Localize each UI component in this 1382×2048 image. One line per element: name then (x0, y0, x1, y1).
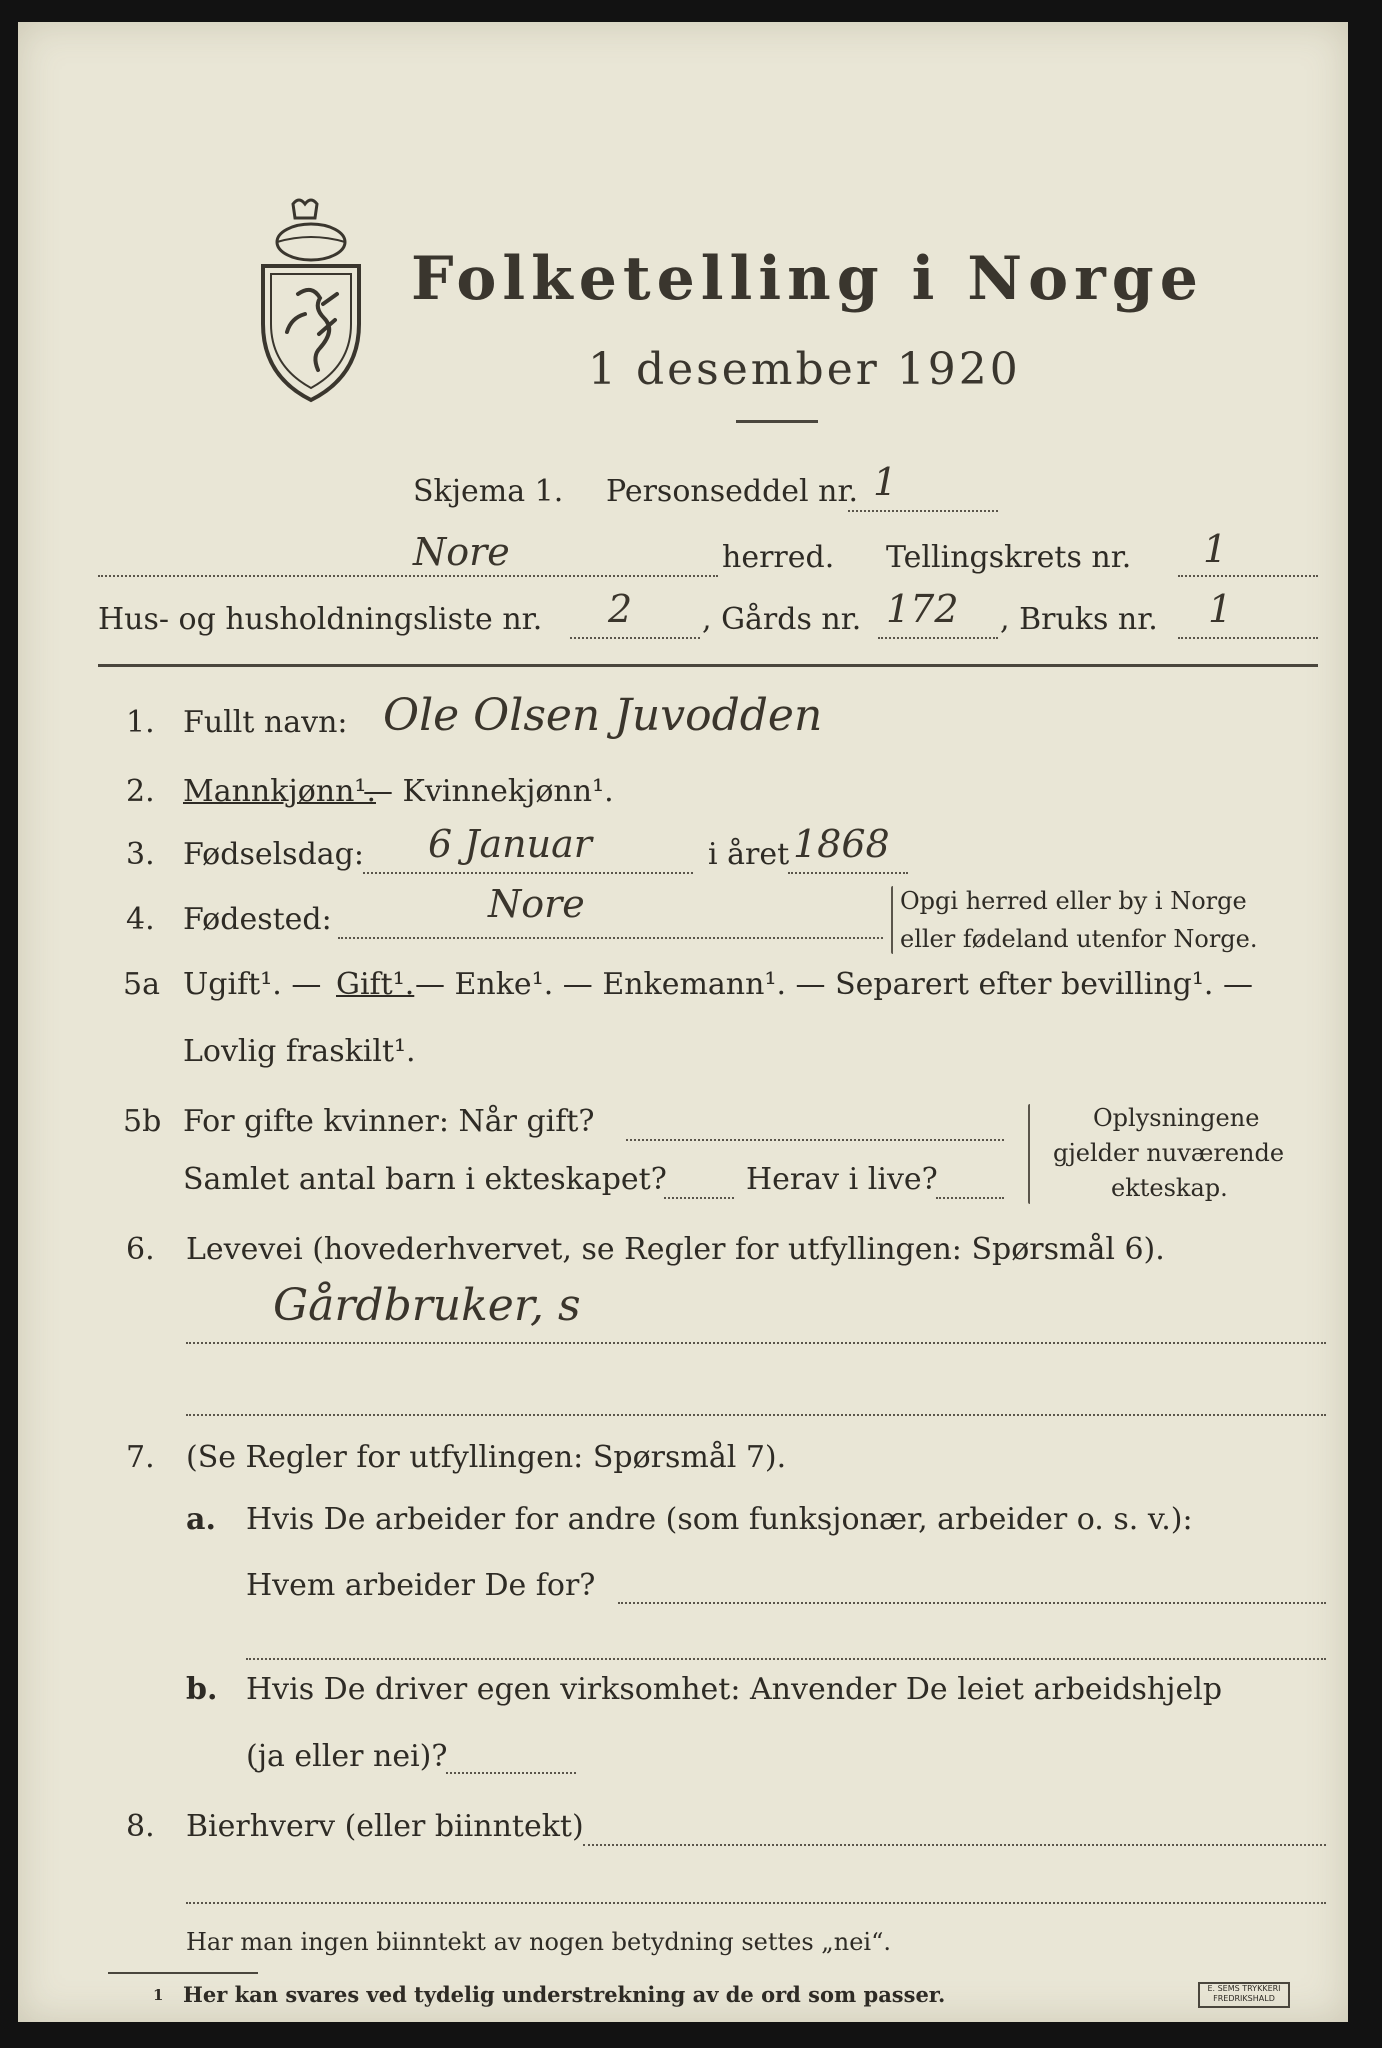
q7-number: 7. (126, 1440, 155, 1475)
q5b-number: 5b (123, 1104, 162, 1139)
q7-label: (Se Regler for utfyllingen: Spørsmål 7). (186, 1440, 787, 1475)
gards-line (878, 637, 998, 639)
q1-label: Fullt navn: (183, 705, 348, 740)
marital-options-rest: — Enke¹. — Enkemann¹. — Separert efter bevilling¹. — (415, 967, 1253, 1002)
census-form-page (18, 22, 1348, 2022)
q7b-number: b. (186, 1672, 218, 1707)
personseddel-value: 1 (873, 460, 898, 504)
occupation-value: Gårdbruker, s (273, 1280, 581, 1331)
lovlig-fraskilt-option: Lovlig fraskilt¹. (183, 1034, 416, 1069)
bottom-note: Har man ingen biinntekt av nogen betydning settes „nei“. (186, 1928, 891, 1956)
printer-stamp-line2: FREDRIKSHALD (1213, 1994, 1275, 2003)
birthyear-value: 1868 (793, 822, 890, 866)
gards-label: , Gårds nr. (702, 602, 862, 637)
occupation-line-2 (186, 1414, 1326, 1416)
birthdate-line (363, 872, 693, 874)
q6-label: Levevei (hovederhvervet, se Regler for utfyllingen: Spørsmål 6). (186, 1232, 1165, 1267)
employer-line-1 (618, 1602, 1326, 1604)
census-date: 1 desember 1920 (588, 344, 1021, 395)
hus-line (570, 637, 700, 639)
q5b-note-line1: Oplysningene (1093, 1104, 1260, 1132)
q7a-number: a. (186, 1502, 216, 1537)
personseddel-line (848, 510, 998, 512)
full-name-value: Ole Olsen Juvodden (383, 690, 823, 741)
occupation-line-1 (186, 1342, 1326, 1344)
tellingskrets-line (1178, 575, 1318, 577)
q3-label: Fødselsdag: (183, 837, 364, 872)
ja-nei-line (446, 1772, 576, 1774)
header-divider (98, 664, 1318, 667)
q7a-employer-label: Hvem arbeider De for? (246, 1568, 596, 1603)
herred-value: Nore (413, 530, 510, 574)
bruks-label: , Bruks nr. (1000, 602, 1158, 637)
q7a-question: Hvis De arbeider for andre (som funksjonær, arbeider o. s. v.): (246, 1502, 1193, 1537)
birthyear-label: i året (708, 837, 790, 872)
footnote-text: Her kan svares ved tydelig understrekning av de ord som passer. (183, 1982, 946, 2007)
q8-number: 8. (126, 1809, 155, 1844)
q7b-ja-nei-label: (ja eller nei)? (246, 1739, 448, 1774)
coat-of-arms-icon (253, 194, 369, 404)
q7b-question: Hvis De driver egen virksomhet: Anvender De leiet arbeidshjelp (246, 1672, 1223, 1707)
tellingskrets-label: Tellingskrets nr. (886, 540, 1132, 575)
birthplace-line (338, 937, 883, 939)
bruks-value: 1 (1208, 587, 1233, 631)
q5b-note-line3: ekteskap. (1111, 1174, 1228, 1202)
q5b-children-total: Samlet antal barn i ekteskapet? (183, 1162, 667, 1197)
q4-label: Fødested: (183, 902, 332, 937)
birthyear-line (788, 872, 908, 874)
herred-label: herred. (722, 540, 835, 575)
skjema-label: Skjema 1. (413, 474, 564, 509)
q8-label: Bierhverv (eller biinntekt) (186, 1809, 584, 1844)
q4-number: 4. (126, 902, 155, 937)
q5b-note-line2: gjelder nuværende (1053, 1139, 1285, 1167)
ugift-option: Ugift¹. — (183, 967, 322, 1002)
q3-number: 3. (126, 837, 155, 872)
form-title: Folketelling i Norge (411, 244, 1204, 314)
q5b-married-when: For gifte kvinner: Når gift? (183, 1104, 595, 1139)
q4-note-line1: Opgi herred eller by i Norge (900, 887, 1247, 915)
married-when-line (626, 1139, 1004, 1141)
title-divider (736, 420, 818, 423)
gards-value: 172 (886, 587, 959, 631)
side-income-line-1 (583, 1844, 1326, 1846)
personseddel-label: Personseddel nr. (606, 474, 859, 509)
bruks-line (1178, 637, 1318, 639)
q2-number: 2. (126, 774, 155, 809)
herred-line (98, 575, 718, 577)
employer-line-2 (246, 1658, 1326, 1660)
children-alive-line (936, 1197, 1004, 1199)
footnote-mark: 1 (153, 1986, 164, 2004)
q5a-number: 5a (123, 967, 160, 1002)
q1-number: 1. (126, 705, 155, 740)
q6-number: 6. (126, 1232, 155, 1267)
hus-value: 2 (608, 587, 633, 631)
q5b-children-alive: Herav i live? (746, 1162, 938, 1197)
children-total-line (664, 1197, 734, 1199)
hus-label: Hus- og husholdningsliste nr. (98, 602, 543, 637)
footnote-divider (108, 1972, 258, 1974)
side-income-line-2 (186, 1902, 1326, 1904)
q4-brace (891, 886, 893, 954)
kvinnekjonn-option: — Kvinnekjønn¹. (363, 774, 614, 809)
tellingskrets-value: 1 (1203, 527, 1228, 571)
q5b-brace (1028, 1104, 1030, 1204)
printer-stamp-line1: E. SEMS TRYKKERI (1207, 1984, 1281, 1993)
printer-stamp (1198, 1982, 1290, 2008)
birthplace-value: Nore (488, 882, 585, 926)
q4-note-line2: eller fødeland utenfor Norge. (900, 925, 1258, 953)
mannkjonn-option: Mannkjønn¹. (183, 774, 376, 809)
birthdate-value: 6 Januar (428, 822, 592, 866)
gift-option: Gift¹. (336, 967, 415, 1002)
